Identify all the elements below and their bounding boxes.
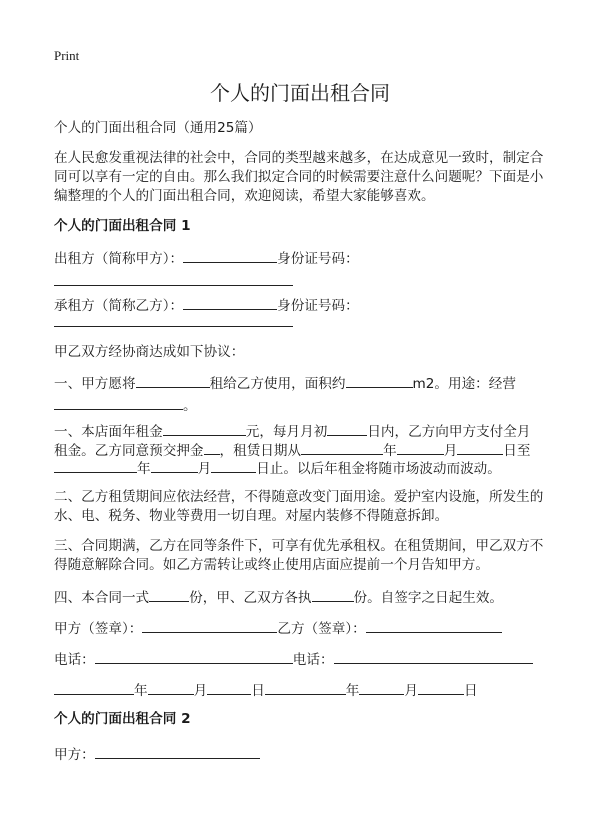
blank (151, 458, 198, 473)
party-a-label: 甲方： (54, 747, 95, 763)
phone-blank (95, 649, 293, 664)
year-label: 年 (345, 683, 360, 699)
lessee-label: 承租方（简称乙方）： (54, 298, 184, 314)
phone-label: 电话： (54, 652, 95, 668)
blank (327, 421, 367, 436)
month-label: 月 (404, 683, 418, 699)
party-a-signature-blank (142, 618, 277, 633)
id-label: 身份证号码： (277, 251, 359, 267)
blank (204, 440, 220, 455)
blank (54, 395, 183, 410)
clause-5 (54, 587, 503, 608)
blank (149, 587, 189, 602)
blank (301, 440, 383, 455)
lessor-row (54, 248, 359, 269)
blank (359, 680, 404, 695)
year-label: 年 (134, 683, 148, 699)
clause-text: 份。自签字之日起生效。 (353, 590, 504, 606)
day-label: 日 (463, 683, 478, 699)
blank (54, 458, 137, 473)
clause-3-line: 水、电、税务、物业等费用一切自理。对屋内装修不得随意拆卸。 (54, 508, 449, 524)
id-label: 身份证号码： (277, 298, 359, 314)
phone-blank (334, 649, 533, 664)
clause-3-line: 二、乙方租赁期间应依法经营，不得随意改变门面用途。爱护室内设施，所发生的 (54, 489, 544, 505)
clause-1 (54, 373, 516, 394)
clause-2 (54, 421, 530, 442)
month-label: 月 (193, 683, 208, 699)
clause-text: 租给乙方使用，面积约 (209, 376, 346, 392)
intro-line: 在人民愈发重视法律的社会中，合同的类型越来越多，在达成意见一致时，制定合 (54, 150, 544, 166)
party-b-signature-label: 乙方（签章）： (277, 621, 366, 637)
day-label: 日 (251, 683, 265, 699)
clause-text: 租金。乙方同意预交押金 (54, 443, 204, 459)
phone-label: 电话： (292, 652, 334, 668)
phone-row (54, 649, 533, 670)
page-title: 个人的门面出租合同 (210, 81, 390, 105)
blank (265, 680, 346, 695)
blank (136, 373, 210, 388)
agreement-intro: 甲乙双方经协商达成如下协议： (54, 344, 245, 360)
party-a-signature-label: 甲方（签章）： (54, 621, 143, 637)
month-label: 月 (197, 461, 212, 477)
clause-text: 日止。以后年租金将随市场波动而波动。 (256, 461, 501, 477)
intro-line: 编整理的个人的门面出租合同，欢迎阅读，希望大家能够喜欢。 (54, 188, 435, 204)
clause-1-cont (54, 395, 197, 416)
intro-line: 同可以享有一定的自由。那么我们拟定合同的时候需要注意什么问题呢？下面是小 (54, 169, 544, 185)
lessor-id-blank (54, 285, 293, 286)
clause-text: 。 (183, 398, 197, 414)
contract-2-party-a-row (54, 744, 260, 765)
blank (312, 587, 354, 602)
year-label: 年 (383, 443, 397, 459)
blank (418, 680, 464, 695)
lessor-label: 出租方（简称甲方）： (54, 251, 184, 267)
clause-text: ，租赁日期从 (219, 443, 302, 459)
blank (346, 373, 413, 388)
party-b-signature-blank (366, 618, 502, 633)
blank (397, 440, 444, 455)
blank (54, 680, 134, 695)
clause-text: 日至 (503, 443, 531, 459)
print-link[interactable]: Print (54, 48, 80, 63)
lessee-id-blank (54, 326, 293, 327)
blank (211, 458, 256, 473)
clause-text: 日内，乙方向甲方支付全月 (367, 424, 531, 440)
month-label: 月 (443, 443, 458, 459)
clause-text: 四、本合同一式 (54, 590, 150, 606)
blank (148, 680, 194, 695)
clause-text: m2。用途：经营 (412, 376, 516, 392)
date-row (54, 680, 478, 701)
year-label: 年 (137, 461, 151, 477)
clause-text: 份，甲、乙双方各执 (189, 590, 312, 606)
clause-4-line: 三、合同期满，乙方在同等条件下，可享有优先承租权。在租赁期间，甲乙双方不 (54, 538, 544, 554)
clause-2-line3 (54, 458, 501, 479)
blank (163, 421, 246, 436)
lessor-blank (183, 248, 277, 263)
blank (457, 440, 503, 455)
clause-text: 元，每月月初 (245, 424, 328, 440)
party-a-blank (95, 744, 260, 759)
clause-text: 一、甲方愿将 (54, 376, 136, 392)
clause-text: 一、本店面年租金 (54, 424, 163, 440)
clause-4-line: 得随意解除合同。如乙方需转让或终止使用店面应提前一个月告知甲方。 (54, 557, 489, 573)
contract-2-heading: 个人的门面出租合同 2 (54, 711, 191, 727)
subtitle: 个人的门面出租合同（通用25篇） (54, 120, 262, 136)
contract-1-heading: 个人的门面出租合同 1 (54, 218, 191, 234)
lessee-blank (183, 295, 277, 310)
lessee-row (54, 295, 359, 316)
blank (207, 680, 251, 695)
signature-row (54, 618, 502, 639)
